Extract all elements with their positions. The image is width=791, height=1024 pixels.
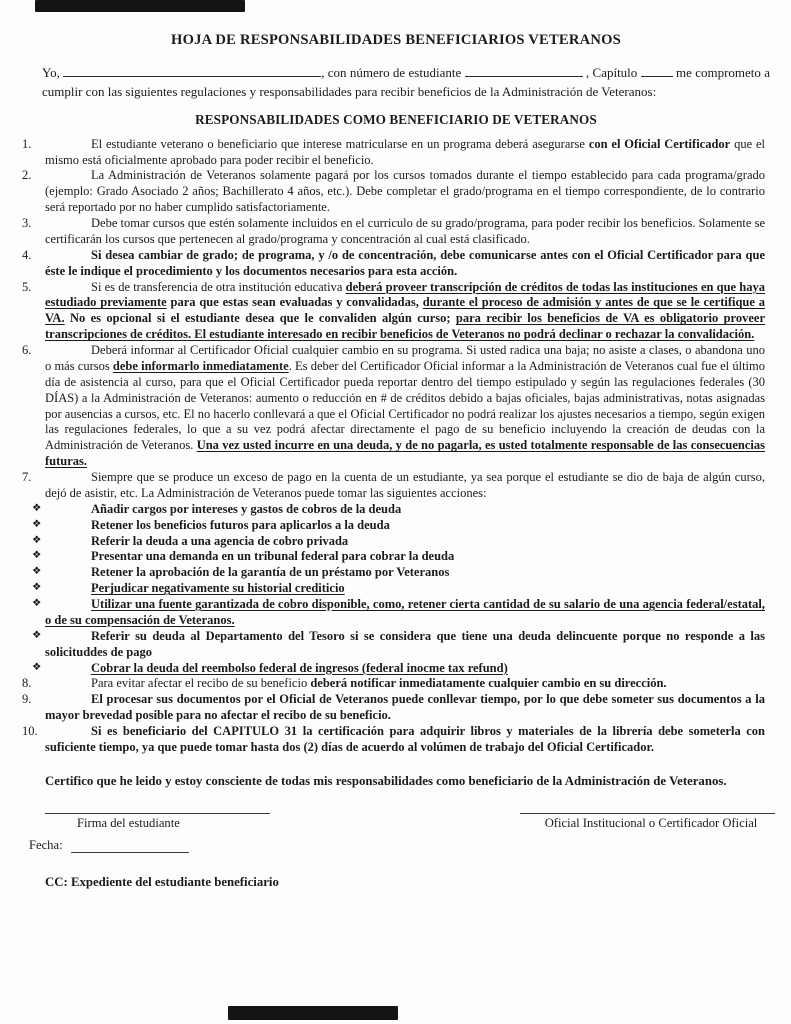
diamond-bullet-icon: ❖ xyxy=(32,629,42,641)
text-run: Retener los beneficios futuros para aplicarlos a la deuda xyxy=(91,517,390,532)
student-signature-block xyxy=(29,813,305,853)
text-run: Debe tomar cursos que estén solamente incluidos en el curriculo de su grado/programa, para poder recibir los beneficios. Solamente se certificarán los cursos que pertenecen al grado/programa y concentración al cual está clasificado. xyxy=(45,216,765,246)
diamond-bullet-icon: ❖ xyxy=(32,518,42,530)
bullet-item xyxy=(32,581,765,597)
text-run: El procesar sus documentos por el Oficial de Veteranos puede conllevar tiempo, por lo que debe someter sus documentos a la mayor brevedad posible para no afectar el recibo de su beneficio. xyxy=(45,692,765,723)
text-run: No es opcional si el estudiante desea que le convaliden algún curso; xyxy=(64,311,456,326)
item-number: 8. xyxy=(22,676,32,691)
text-run: Si es de transferencia de otra institución educativa xyxy=(91,279,346,294)
bullet-item xyxy=(32,565,765,581)
section-heading: RESPONSABILIDADES COMO BENEFICIARIO DE VETERANOS xyxy=(195,111,597,127)
item-number: 2. xyxy=(22,168,32,183)
list-item-3 xyxy=(22,216,765,248)
text-run: Referir la deuda a una agencia de cobro privada xyxy=(91,533,349,548)
list-item-7 xyxy=(22,470,765,502)
item-number: 6. xyxy=(22,343,32,358)
diamond-bullet-icon: ❖ xyxy=(32,598,42,610)
text-run: Perjudicar negativamente su historial crediticio xyxy=(91,581,345,596)
bullet-item xyxy=(32,597,765,629)
cc-line: CC: Expediente del estudiante beneficiario xyxy=(45,875,279,890)
bullet-item xyxy=(32,660,765,677)
list-item-9 xyxy=(22,692,765,724)
list-item-5 xyxy=(22,279,766,344)
item-text xyxy=(45,280,765,342)
text-run: que el mismo está oficialmente aprobado para poder recibir el beneficio. xyxy=(45,136,765,167)
responsibilities-list xyxy=(22,136,766,756)
text-run: para recibir los beneficios de VA es obligatorio proveer transcripciones de créditos. El estudiante interesado en recibir beneficios de Veteranos no podrá declinar o rechazar la convalidación. xyxy=(45,311,766,342)
fill-in-blank xyxy=(641,64,673,77)
item-number: 9. xyxy=(22,692,32,707)
document-title: HOJA DE RESPONSABILIDADES BENEFICIARIOS VETERANOS xyxy=(171,32,621,48)
fill-in-blank xyxy=(63,64,321,77)
list-item-10 xyxy=(22,724,765,756)
item-text xyxy=(91,502,401,516)
diamond-bullet-icon: ❖ xyxy=(32,502,42,514)
text-run: . Es deber del Certificador Oficial informar a la Administración de Veteranos cual fue el último día de asistencia al curso, para que el Oficial Certificador pueda reportar dentro del tiempo estipulado y según las regulaciones federales (30 DÍAS) a la Administración de Veteranos: aumento o reducción en # de créditos debido a bajas oficiales, bajas administrativas, notas asignadas por ausencias a cursos, etc. El no hacerlo conllevará a que el Oficial Certificador no podrá realizar los ajustes necesarios a tiempo, según exigen las regulaciones federales, lo que a su vez podrá afectar directamente el pago de su beneficio incluyendo la creación de deudas con la Administración de Veteranos. xyxy=(45,358,765,453)
item-text xyxy=(91,549,454,563)
signature-section xyxy=(29,813,785,853)
item-text xyxy=(45,343,765,468)
diamond-bullet-icon: ❖ xyxy=(32,566,42,578)
list-item-1 xyxy=(22,136,765,169)
official-signature-block xyxy=(520,813,782,853)
text-run: Si desea cambiar de grado; de programa, y /o de concentración, debe comunicarse antes con el Oficial Certificador para que éste le indique el procedimiento y los documentos necesarios para esta acción. xyxy=(45,247,765,278)
bullet-item xyxy=(32,533,765,550)
text-run: Siempre que se produce un exceso de pago en la cuenta de un estudiante, ya sea porque el estudiante se dio de baja de algún curso, dejó de asistir, etc. La Administración de Veteranos puede tomar las siguientes acciones: xyxy=(45,470,765,500)
text-run: La Administración de Veteranos solamente pagará por los cursos tomados durante el tiempo establecido para cada programa/grado (ejemplo: Grado Asociado 2 años; Bachillerato 4 años, etc.). Debe completar el grado/programa en el tiempo correspondiente, de lo contrario será reportado por no haber cumplido satisfactoriamente. xyxy=(45,168,765,215)
text-run: Una vez usted incurre en una deuda, y de no pagarla, es usted totalmente responsable de las consecuencias futuras. xyxy=(45,438,766,469)
item-text xyxy=(45,724,765,754)
student-signature-label: Firma del estudiante xyxy=(77,816,180,831)
text-run: Utilizar una fuente garantizada de cobro disponible, como, retener cierta cantidad de su salario de una agencia federal/estatal, o de su compensación de Veteranos. xyxy=(45,597,765,627)
item-number: 3. xyxy=(22,216,32,231)
item-text xyxy=(45,168,765,214)
redaction-mark-bottom xyxy=(228,1006,398,1020)
text-run: , con número de estudiante xyxy=(321,65,465,80)
text-run: Yo, xyxy=(42,65,64,80)
diamond-bullet-icon: ❖ xyxy=(32,582,42,594)
item-text xyxy=(91,581,345,595)
text-run: deberá proveer transcripción de créditos de todas las instituciones en que haya estudiado previamente xyxy=(45,279,765,310)
text-run: Para evitar afectar el recibo de su beneficio xyxy=(91,676,311,691)
text-run: Cobrar la deuda del reembolso federal de ingresos (federal inocme tax refund) xyxy=(91,660,508,675)
official-signature-line xyxy=(520,813,775,814)
diamond-bullet-icon: ❖ xyxy=(32,534,42,546)
item-text xyxy=(45,137,765,167)
item-text xyxy=(45,692,765,722)
date-line xyxy=(71,840,189,853)
item-text xyxy=(45,248,765,278)
list-item-4 xyxy=(22,247,765,280)
bullet-item xyxy=(32,549,765,565)
text-run: El estudiante veterano o beneficiario que interese matricularse en un programa deberá asegurarse xyxy=(91,136,589,151)
text-run: Certifico que he leido y estoy consciente de todas mis responsabilidades como beneficiario de la Administración de Veteranos. xyxy=(45,773,727,788)
text-run: para que estas sean evaluadas y convalidadas, xyxy=(166,295,423,310)
text-run: Referir su deuda al Departamento del Tesoro si se considera que tiene una deuda delincuente porque no responde a las solicituddes de pago xyxy=(45,628,765,659)
item-text xyxy=(45,597,765,627)
list-item-8 xyxy=(22,676,765,692)
bullet-item xyxy=(32,501,765,518)
bullet-item xyxy=(32,628,765,661)
item-number: 5. xyxy=(22,279,32,294)
certification-statement xyxy=(45,773,765,790)
diamond-bullet-icon: ❖ xyxy=(32,661,42,673)
list-item-2 xyxy=(22,168,765,216)
student-signature-line xyxy=(45,813,270,814)
text-run: Presentar una demanda en un tribunal federal para cobrar la deuda xyxy=(91,549,455,564)
date-row xyxy=(29,838,305,853)
text-run: Añadir cargos por intereses y gastos de cobros de la deuda xyxy=(91,501,402,516)
item-text xyxy=(91,661,508,675)
text-run: , Capítulo xyxy=(582,65,641,80)
text-run: durante el proceso de admisión y antes de que se le certifique a VA. xyxy=(45,295,765,326)
item-number: 7. xyxy=(22,470,32,485)
text-run: deberá notificar inmediatamente cualquier cambio en su dirección. xyxy=(310,676,667,691)
diamond-bullet-icon: ❖ xyxy=(32,550,42,562)
date-label: Fecha: xyxy=(29,838,63,853)
list-item-6 xyxy=(22,343,766,470)
item-number: 10. xyxy=(22,724,38,739)
redaction-mark-top xyxy=(35,0,245,12)
text-run: me comprometo a cumplir con las siguientes regulaciones y responsabilidades para recibir beneficios de la Administración de Veteranos: xyxy=(42,65,771,99)
item-text xyxy=(91,565,449,579)
item-number: 4. xyxy=(22,247,32,262)
item-text xyxy=(45,629,765,659)
text-run: Si es beneficiario del CAPITULO 31 la certificación para adquirir libros y materiales de la librería debe someterla con suficiente tiempo, ya que puede tomar hasta dos (2) días de acuerdo al volúmen de trabajo del Oficial Certificador. xyxy=(45,724,765,754)
text-run: Retener la aprobación de la garantía de un préstamo por Veteranos xyxy=(91,565,450,580)
item-text xyxy=(45,470,765,500)
official-signature-label: Oficial Institucional o Certificador Oficial xyxy=(544,816,758,831)
item-text xyxy=(91,534,348,548)
text-run: debe informarlo inmediatamente xyxy=(112,358,289,373)
item-text xyxy=(91,518,390,532)
intro-paragraph xyxy=(42,64,770,102)
item-text xyxy=(91,676,667,690)
text-run: Deberá informar al Certificador Oficial cualquier cambio en su programa. Si usted radica una baja; no asiste a clases, o abandona uno o más cursos xyxy=(45,343,765,373)
fill-in-blank xyxy=(465,64,583,77)
text-run: con el Oficial Certificador xyxy=(588,136,731,151)
bullet-item xyxy=(32,517,765,534)
item-number: 1. xyxy=(22,136,32,151)
item-text xyxy=(45,216,765,246)
